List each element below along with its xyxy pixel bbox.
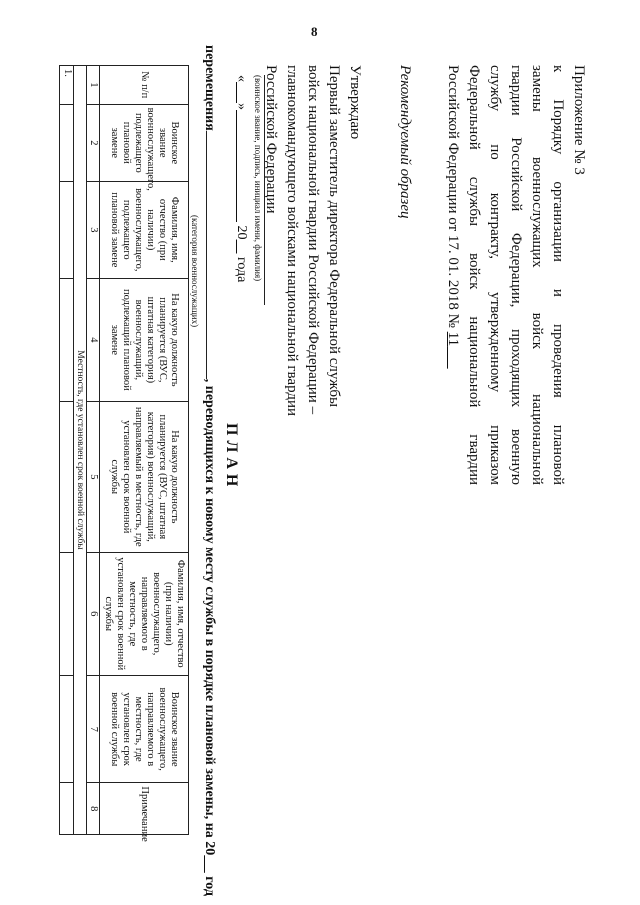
column-number: 3 [87,181,100,278]
page-number: 8 [311,24,318,39]
appendix-block [442,65,589,485]
column-header: Примечание [100,783,189,835]
table-cell [60,181,74,278]
table-row [60,66,74,835]
recommended-sample: Рекомендуемый образец [397,65,413,219]
approver-line: Российской Федерации [263,65,279,214]
signature-note: (воинское звание, подпись, инициал имени, фамилия) [253,75,263,282]
column-header: № п/п [100,66,189,105]
category-note: (категория военнослужащих) [190,215,200,328]
column-number: 1 [87,66,100,105]
plan-table [59,65,189,842]
appendix-line: Федеральной службы войск национальной гвардии [466,65,482,485]
approve-label: Утверждаю [347,65,363,140]
appendix-line: замены военнослужащих войск национальной [529,65,545,485]
column-header: Фамилия, имя, отчество (при наличии) военнослужащего, направляемого в местность, где установлен срок военной службы [100,552,189,676]
column-header: На какую должность планируется (ВУС, штатная категория) военнослужащий, направляемый в местность, где установлен срок военной службы [100,402,189,552]
table-header-row [100,66,189,835]
column-number: 6 [87,552,100,676]
table-cell [60,676,74,783]
location-row-label: Местность, где установлен срок военной службы [74,66,87,835]
column-number: 7 [87,676,100,783]
appendix-line: службу по контракту, утвержденному приказом [487,65,503,485]
approver-line: войск национальной гвардии Российской Федерации – [305,65,321,415]
appendix-line: к Порядку организации и проведения плановой [550,65,566,485]
plan-header-right: , переводящихся к новому месту службы в порядке плановой замены, на 20 [202,378,217,856]
approval-block [260,65,365,515]
signature-line [264,75,265,305]
approval-date: « » 20 года [234,75,249,283]
location-row [74,66,87,835]
table-cell [60,104,74,181]
table-cell [60,402,74,552]
approver-line: главнокомандующего войсками национальной гвардии [284,65,300,417]
plan-header-left: перемещения [202,45,217,131]
column-header: Воинское звание военнослужащего, направляемого в местность, где установлен срок военной службы [100,676,189,783]
plan-header: перемещения, переводящихся к новому месту службы в порядке плановой замены, на 20 год [202,45,217,896]
approver-line: Первый заместитель директора Федеральной службы [326,65,342,408]
column-number: 8 [87,783,100,835]
rotated-document-page [35,25,595,895]
plan-title: ПЛАН [223,423,240,492]
row-number: 1. [60,66,74,105]
column-number: 4 [87,278,100,402]
column-number: 2 [87,104,100,181]
table-cell [60,552,74,676]
order-number: 11 [445,331,461,347]
appendix-line: гвардии Российской Федерации, проходящих военную [508,65,524,485]
column-header: На какую должность планируется (ВУС, штатная категория) военнослужащий, подлежащий плановой замене [100,278,189,402]
column-number: 5 [87,402,100,552]
appendix-title: Приложение № 3 [571,65,587,175]
table-cell [60,278,74,402]
table-cell [60,783,74,835]
appendix-order-line: Российской Федерации от 17. 01. 2018 № 11 [445,65,461,347]
column-number-row [87,66,100,835]
column-header: Фамилия, имя, отчество (при наличии) военнослужащего, подлежащего плановой замене [100,181,189,278]
column-header: Воинское звание военнослужащего, подлежащего плановой замене [100,104,189,181]
